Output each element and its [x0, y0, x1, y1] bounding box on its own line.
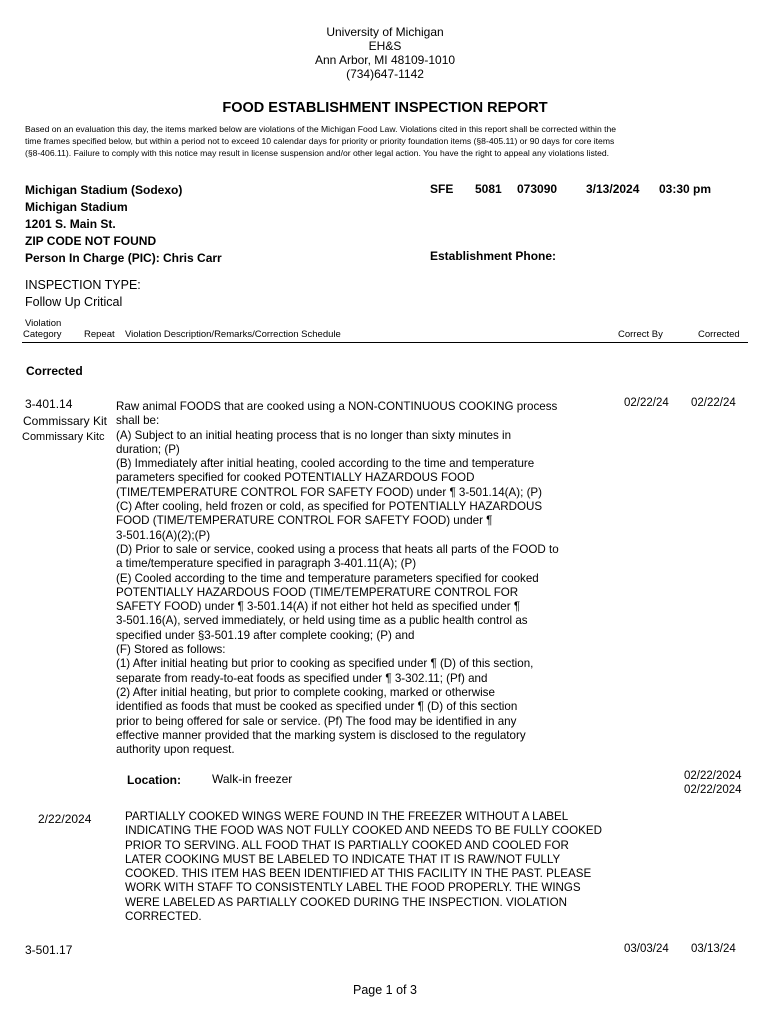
establishment-phone-label: Establishment Phone:	[430, 249, 557, 263]
intro-paragraph	[25, 123, 750, 159]
comment-line: PRIOR TO SERVING. ALL FOOD THAT IS PARTIALLY COOKED AND COOLED FOR	[125, 838, 569, 852]
description-line: (1) After initial heating but prior to cooking as specified under ¶ (D) of this section,	[116, 657, 534, 671]
description-line: (D) Prior to sale or service, cooked using a process that heats all parts of the FOOD to	[116, 542, 559, 556]
violation-category: Commissary Kit	[23, 414, 108, 428]
description-line: shall be:	[116, 414, 160, 428]
violation-correct-by: 03/03/24	[624, 943, 669, 955]
description-line: (2) After initial heating, but prior to complete cooking, marked or otherwise	[116, 685, 495, 699]
section-title: Corrected	[26, 364, 83, 378]
description-line: SAFETY FOOD) under ¶ 3-501.14(A) if not either hot held as specified under ¶	[116, 600, 521, 614]
description-line: (F) Stored as follows:	[116, 643, 226, 657]
description-line: (TIME/TEMPERATURE CONTROL FOR SAFETY FOOD) under ¶ 3-501.14(A); (P)	[116, 485, 543, 499]
column-description: Violation Description/Remarks/Correction Schedule	[125, 329, 341, 340]
description-line: specified under §3-501.19 after complete cooking; (P) and	[116, 628, 415, 642]
description-line: 3-501.16(A), served immediately, or held using time as a public health control as	[116, 614, 528, 628]
violation-corrected: 03/13/24	[691, 943, 736, 955]
report-title: FOOD ESTABLISHMENT INSPECTION REPORT	[222, 100, 548, 116]
description-line: 3-501.16(A)(2);(P)	[116, 528, 211, 542]
description-line: a time/temperature specified in paragraph 3-401.11(A); (P)	[116, 557, 417, 571]
comment-line: WERE LABELED AS PARTIALLY COOKED DURING THE INSPECTION. VIOLATION	[125, 895, 567, 909]
inspection-type-label: INSPECTION TYPE:	[25, 278, 141, 292]
location-value: Walk-in freezer	[212, 772, 293, 786]
violation-category: Commissary Kitc	[22, 431, 105, 443]
intro-line: Based on an evaluation this day, the items marked below are violations of the Michigan Food Law. Violations cited in this report shall be corrected within the	[25, 124, 617, 134]
header-divider	[22, 342, 748, 343]
establishment-zip: ZIP CODE NOT FOUND	[25, 234, 157, 248]
column-corrected: Corrected	[698, 329, 740, 340]
description-line: duration; (P)	[116, 442, 180, 456]
establishment-name: Michigan Stadium (Sodexo)	[25, 183, 183, 197]
column-category: Category	[23, 329, 62, 340]
agency-name: University of Michigan	[326, 25, 444, 39]
comment-line: INDICATING THE FOOD WAS NOT FULLY COOKED AND NEEDS TO BE FULLY COOKED	[125, 824, 602, 838]
page-number: Page 1 of 3	[353, 983, 417, 997]
violation-code: 3-501.17	[25, 943, 73, 957]
description-line: (C) After cooling, held frozen or cold, as specified for POTENTIALLY HAZARDOUS	[116, 500, 543, 514]
description-line: (E) Cooled according to the time and temperature parameters specified for cooked	[116, 571, 539, 585]
description-line: separate from ready-to-eat foods as specified under ¶ 3-302.11; (Pf) and	[116, 671, 488, 685]
establishment-location: Michigan Stadium	[25, 200, 128, 214]
violation-corrected: 02/22/24	[691, 397, 736, 409]
license-number: 073090	[517, 182, 558, 196]
description-line: parameters specified for cooked POTENTIALLY HAZARDOUS FOOD	[116, 471, 475, 485]
person-in-charge: Person In Charge (PIC): Chris Carr	[25, 251, 222, 265]
description-line: FOOD (TIME/TEMPERATURE CONTROL FOR SAFETY FOOD) under ¶	[116, 514, 493, 528]
description-line: prior to being offered for sale or service. (Pf) The food may be identified in any	[116, 714, 517, 728]
inspection-date: 3/13/2024	[586, 182, 640, 196]
comment-line: LATER COOKING MUST BE LABELED TO INDICATE THAT IT IS RAW/NOT FULLY	[125, 852, 561, 866]
location-date: 02/22/2024	[684, 770, 742, 782]
description-line: identified as foods that must be cooked as specified under ¶ (D) of this section	[116, 700, 518, 714]
description-line: (B) Immediately after initial heating, cooled according to the time and temperature	[116, 457, 535, 471]
inspection-time: 03:30 pm	[659, 182, 712, 196]
description-line: (A) Subject to an initial heating process that is no longer than sixty minutes in	[116, 428, 512, 442]
location-label: Location:	[127, 773, 181, 787]
establishment-type: SFE	[430, 182, 454, 196]
intro-line: (§8-406.11). Failure to comply with this notice may result in license suspension and/or other legal action. You have the right to appeal any violations listed.	[25, 148, 610, 158]
comment-date: 2/22/2024	[38, 812, 92, 826]
column-violation: Violation	[25, 318, 62, 329]
column-repeat: Repeat	[84, 329, 115, 340]
violation-code: 3-401.14	[25, 397, 73, 411]
comment-line: COOKED. THIS ITEM HAS BEEN IDENTIFIED AT THIS FACILITY IN THE PAST. PLEASE	[125, 867, 592, 881]
location-date: 02/22/2024	[684, 784, 742, 796]
establishment-code: 5081	[475, 182, 502, 196]
comment-line: CORRECTED.	[125, 910, 202, 924]
establishment-address: 1201 S. Main St.	[25, 217, 116, 231]
comment-line: WORK WITH STAFF TO CONSISTENTLY LABEL THE FOOD PROPERLY. THE WINGS	[125, 881, 581, 895]
establishment-info	[25, 182, 222, 267]
description-line: Raw animal FOODS that are cooked using a NON-CONTINUOUS COOKING process	[116, 400, 558, 413]
description-line: POTENTIALLY HAZARDOUS FOOD (TIME/TEMPERATURE CONTROL FOR	[116, 585, 519, 599]
comment-line: PARTIALLY COOKED WINGS WERE FOUND IN THE FREEZER WITHOUT A LABEL	[125, 810, 569, 823]
inspection-type-value: Follow Up Critical	[25, 295, 123, 309]
agency-city: Ann Arbor, MI 48109-1010	[314, 53, 456, 67]
agency-header	[0, 25, 770, 81]
inspector-comment	[125, 810, 602, 924]
intro-line: time frames specified below, but within a period not to exceed 10 calendar days for priority or priority foundation items (§8-405.11) or 90 days for core items	[25, 136, 615, 146]
violation-description	[116, 400, 559, 757]
agency-dept: EH&S	[368, 39, 402, 53]
column-correct-by: Correct By	[618, 329, 663, 340]
agency-phone: (734)647-1142	[346, 67, 424, 81]
description-line: authority upon request.	[116, 743, 235, 757]
description-line: effective manner provided that the marking system is disclosed to the regulatory	[116, 728, 526, 742]
violation-correct-by: 02/22/24	[624, 397, 669, 409]
